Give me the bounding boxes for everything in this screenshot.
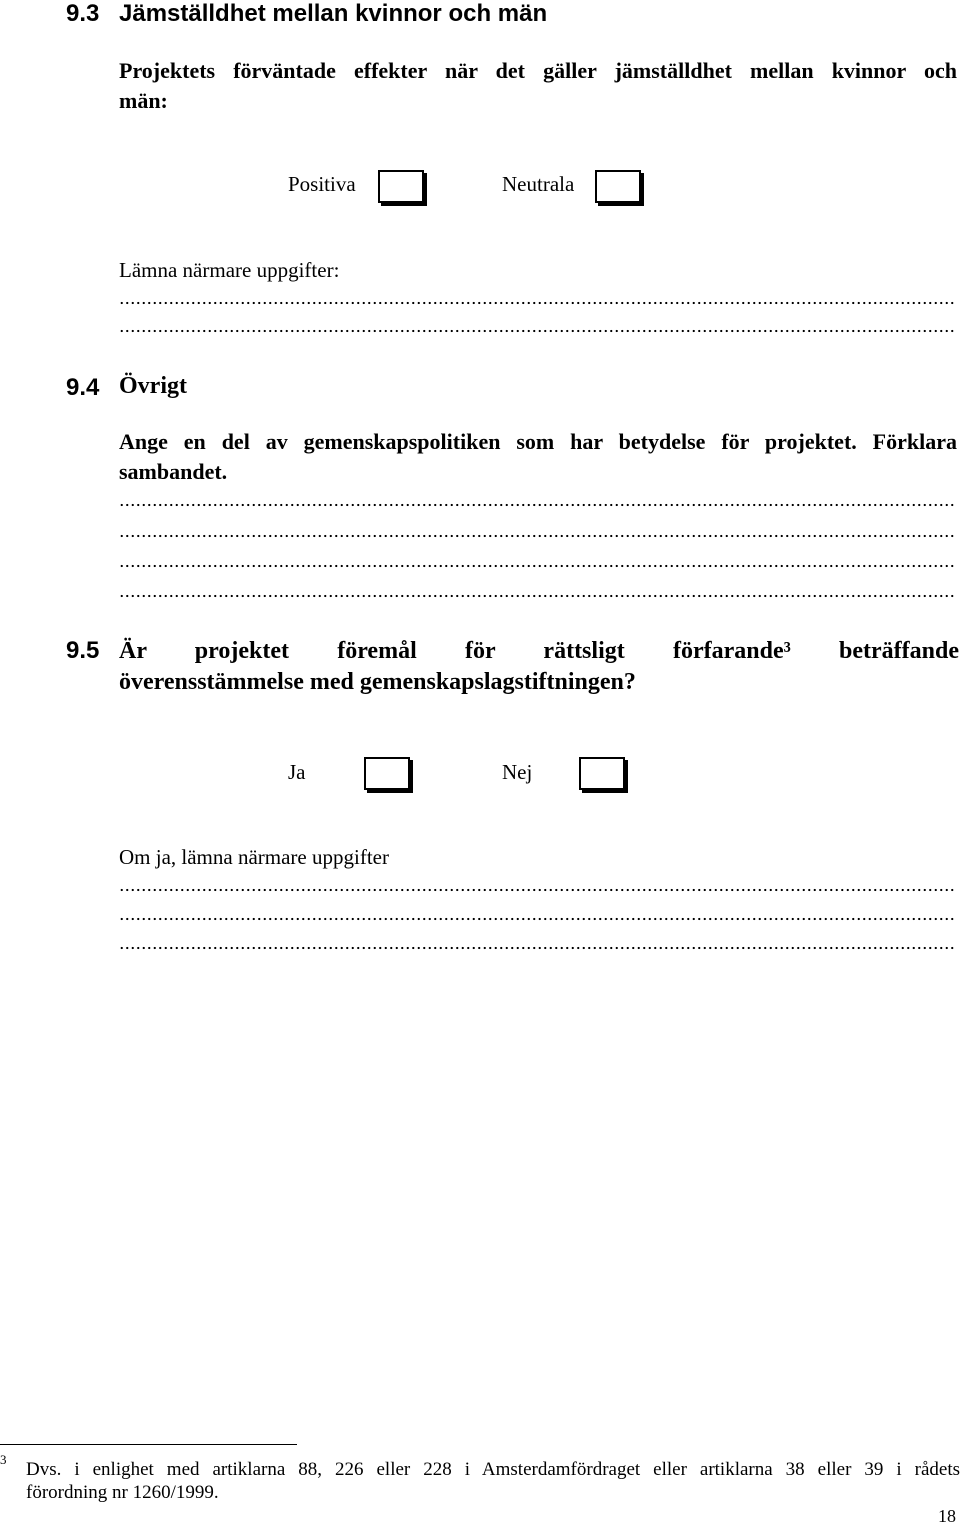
question-9-3-line1: Projektets förväntade effekter när det gäller jämställdhet mellan kvinnor och: [119, 58, 957, 83]
details-label-9-3: Lämna närmare uppgifter:: [119, 258, 340, 282]
section-number-9-4: 9.4: [66, 374, 100, 401]
answer-line-9-5-3[interactable]: [119, 946, 955, 950]
section-number-9-5: 9.5: [66, 637, 100, 664]
answer-line-9-4-4[interactable]: [119, 594, 955, 598]
question-9-4-line2: sambandet.: [119, 459, 228, 484]
details-label-9-5: Om ja, lämna närmare uppgifter: [119, 845, 389, 869]
question-9-5-line2: överensstämmelse med gemenskapslagstiftningen?: [119, 669, 636, 695]
footnote-separator: [0, 1444, 297, 1445]
option-label-no: Nej: [502, 760, 533, 784]
answer-line-9-3-1[interactable]: [119, 301, 955, 305]
answer-line-9-4-2[interactable]: [119, 534, 955, 538]
answer-line-9-5-1[interactable]: [119, 888, 955, 892]
checkbox-no[interactable]: [579, 757, 625, 790]
answer-line-9-3-2[interactable]: [119, 329, 955, 333]
checkbox-positive[interactable]: [378, 170, 424, 203]
question-9-3-line2: män:: [119, 88, 168, 113]
page-number: 18: [938, 1506, 956, 1526]
answer-line-9-4-3[interactable]: [119, 564, 955, 568]
footnote-text-line2: förordning nr 1260/1999.: [26, 1482, 219, 1503]
section-number-9-3: 9.3: [66, 0, 100, 27]
checkbox-yes[interactable]: [364, 757, 410, 790]
section-title-9-3: Jämställdhet mellan kvinnor och män: [119, 0, 548, 27]
answer-line-9-5-2[interactable]: [119, 917, 955, 921]
option-label-neutral: Neutrala: [502, 172, 575, 196]
question-9-5-line1: Är projektet föremål för rättsligt förfarande³ beträffande: [119, 638, 959, 664]
section-title-9-4: Övrigt: [119, 373, 187, 399]
option-label-yes: Ja: [288, 760, 306, 784]
footnote-marker: 3: [0, 1452, 7, 1467]
footnote-text-line1: Dvs. i enlighet med artiklarna 88, 226 eller 228 i Amsterdamfördraget eller artiklarna 38 eller 39 i rådets: [26, 1459, 960, 1480]
option-label-positive: Positiva: [288, 172, 356, 196]
question-9-4-line1: Ange en del av gemenskapspolitiken som har betydelse för projektet. Förklara: [119, 429, 957, 454]
checkbox-neutral[interactable]: [595, 170, 641, 203]
answer-line-9-4-1[interactable]: [119, 503, 955, 507]
